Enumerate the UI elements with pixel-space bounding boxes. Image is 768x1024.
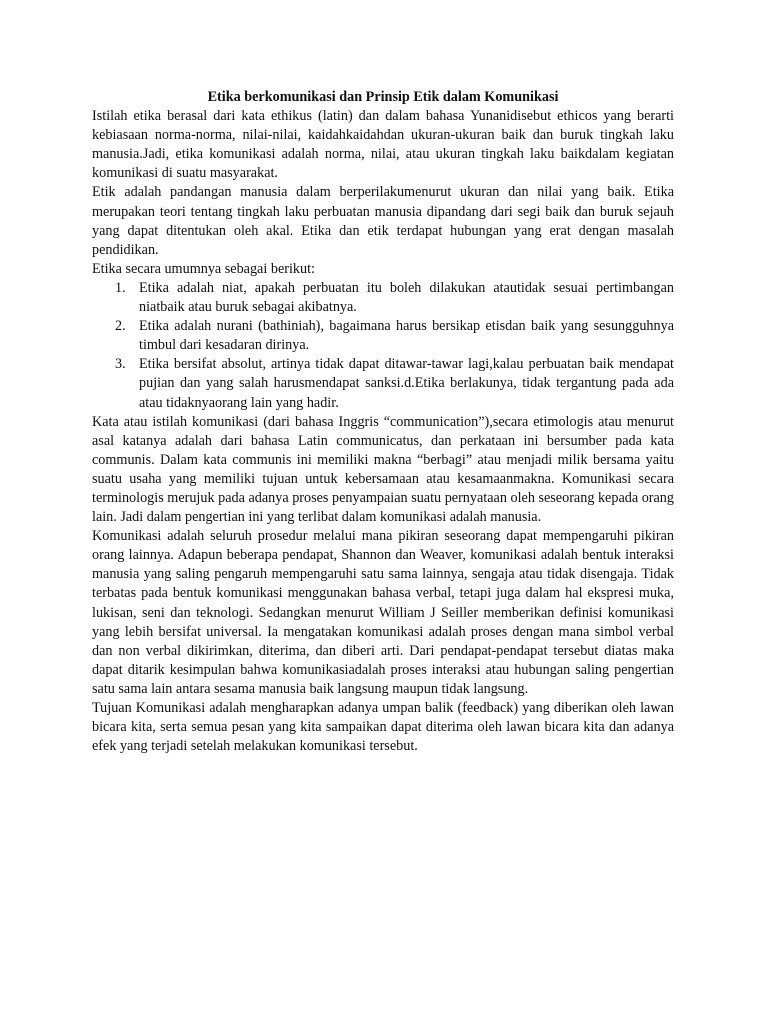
list-item-text: Etika adalah niat, apakah perbuatan itu boleh dilakukan atautidak sesuai pertimbangan niatbaik atau buruk sebagai akibatnya.: [139, 279, 674, 316]
paragraph-etik-definition: Etik adalah pandangan manusia dalam berperilakumenurut ukuran dan nilai yang baik. Etika merupakan teori tentang tingkah laku perbuatan manusia dipandang dari segi baik dan buruk sejauh yang dapat ditentukan oleh akal. Etika dan etik terdapat hubungan yang erat dengan masalah pendidikan.: [92, 184, 674, 258]
paragraph-etika-definition: Istilah etika berasal dari kata ethikus (latin) dan dalam bahasa Yunanidisebut ethicos yang berarti kebiasaan norma-norma, nilai-nilai, kaidahkaidahdan ukuran-ukuran baik dan buruk tingkah laku manusia.Jadi, etika komunikasi adalah norma, nilai, atau ukuran tingkah laku baikdalam kegiatan komunikasi di suatu masyarakat.: [92, 108, 674, 182]
paragraph-komunikasi-etimologi: Kata atau istilah komunikasi (dari bahasa Inggris “communication”),secara etimologis atau menurut asal katanya adalah dari bahasa Latin communicatus, dan perkataan ini bersumber pada kata communis. Dalam kata communis ini memiliki makna “berbagi” atau menjadi milik bersama yaitu suatu usaha yang memiliki tujuan untuk kebersamaan atau kesamaanmakna. Komunikasi secara terminologis merujuk pada adanya proses penyampaian suatu pernyataan oleh seseorang kepada orang lain. Jadi dalam pengertian ini yang terlibat dalam komunikasi adalah manusia.: [92, 413, 674, 526]
etika-list: [92, 279, 674, 413]
document-page: [92, 88, 674, 756]
list-item: [92, 279, 674, 317]
list-item-text: Etika bersifat absolut, artinya tidak dapat ditawar-tawar lagi,kalau perbuatan baik mendapat pujian dan yang salah harusmendapat sanksi.d.Etika berlakunya, tidak tergantung pada ada atau tidaknyaorang lain yang hadir.: [139, 356, 674, 411]
paragraph-list-intro: Etika secara umumnya sebagai berikut:: [92, 260, 315, 277]
list-item-number: 1.: [115, 279, 126, 296]
paragraph-tujuan-komunikasi: Tujuan Komunikasi adalah mengharapkan adanya umpan balik (feedback) yang diberikan oleh lawan bicara kita, serta semua pesan yang kita sampaikan dapat diterima oleh lawan bicara kita dan adanya efek yang terjadi setelah melakukan komunikasi tersebut.: [92, 700, 674, 755]
paragraph-komunikasi-pendapat: Komunikasi adalah seluruh prosedur melalui mana pikiran seseorang dapat mempengaruhi pikiran orang lainnya. Adapun beberapa pendapat, Shannon dan Weaver, komunikasi adalah bentuk interaksi manusia yang saling pengaruh mempengaruhi satu sama lainnya, sengaja atau tidak disengaja. Tidak terbatas pada bentuk komunikasi menggunakan bahasa verbal, tetapi juga dalam hal ekspresi muka, lukisan, seni dan teknologi. Sedangkan menurut William J Seiller memberikan definisi komunikasi yang lebih bersifat universal. Ia mengatakan komunikasi adalah proses dengan mana simbol verbal dan non verbal dikirimkan, diterima, dan diberi arti. Dari pendapat-pendapat tersebut diatas maka dapat ditarik kesimpulan bahwa komunikasiadalah proses interaksi atau hubungan saling pengertian satu sama lain antara sesama manusia baik langsung maupun tidak langsung.: [92, 528, 674, 697]
list-item-number: 3.: [115, 356, 126, 373]
list-item-text: Etika adalah nurani (bathiniah), bagaimana harus bersikap etisdan baik yang sesungguhnya timbul dari kesadaran dirinya.: [139, 318, 674, 354]
list-item: [92, 317, 674, 355]
list-item-number: 2.: [115, 318, 126, 335]
document-title: Etika berkomunikasi dan Prinsip Etik dalam Komunikasi: [207, 89, 559, 105]
list-item: [92, 355, 674, 412]
